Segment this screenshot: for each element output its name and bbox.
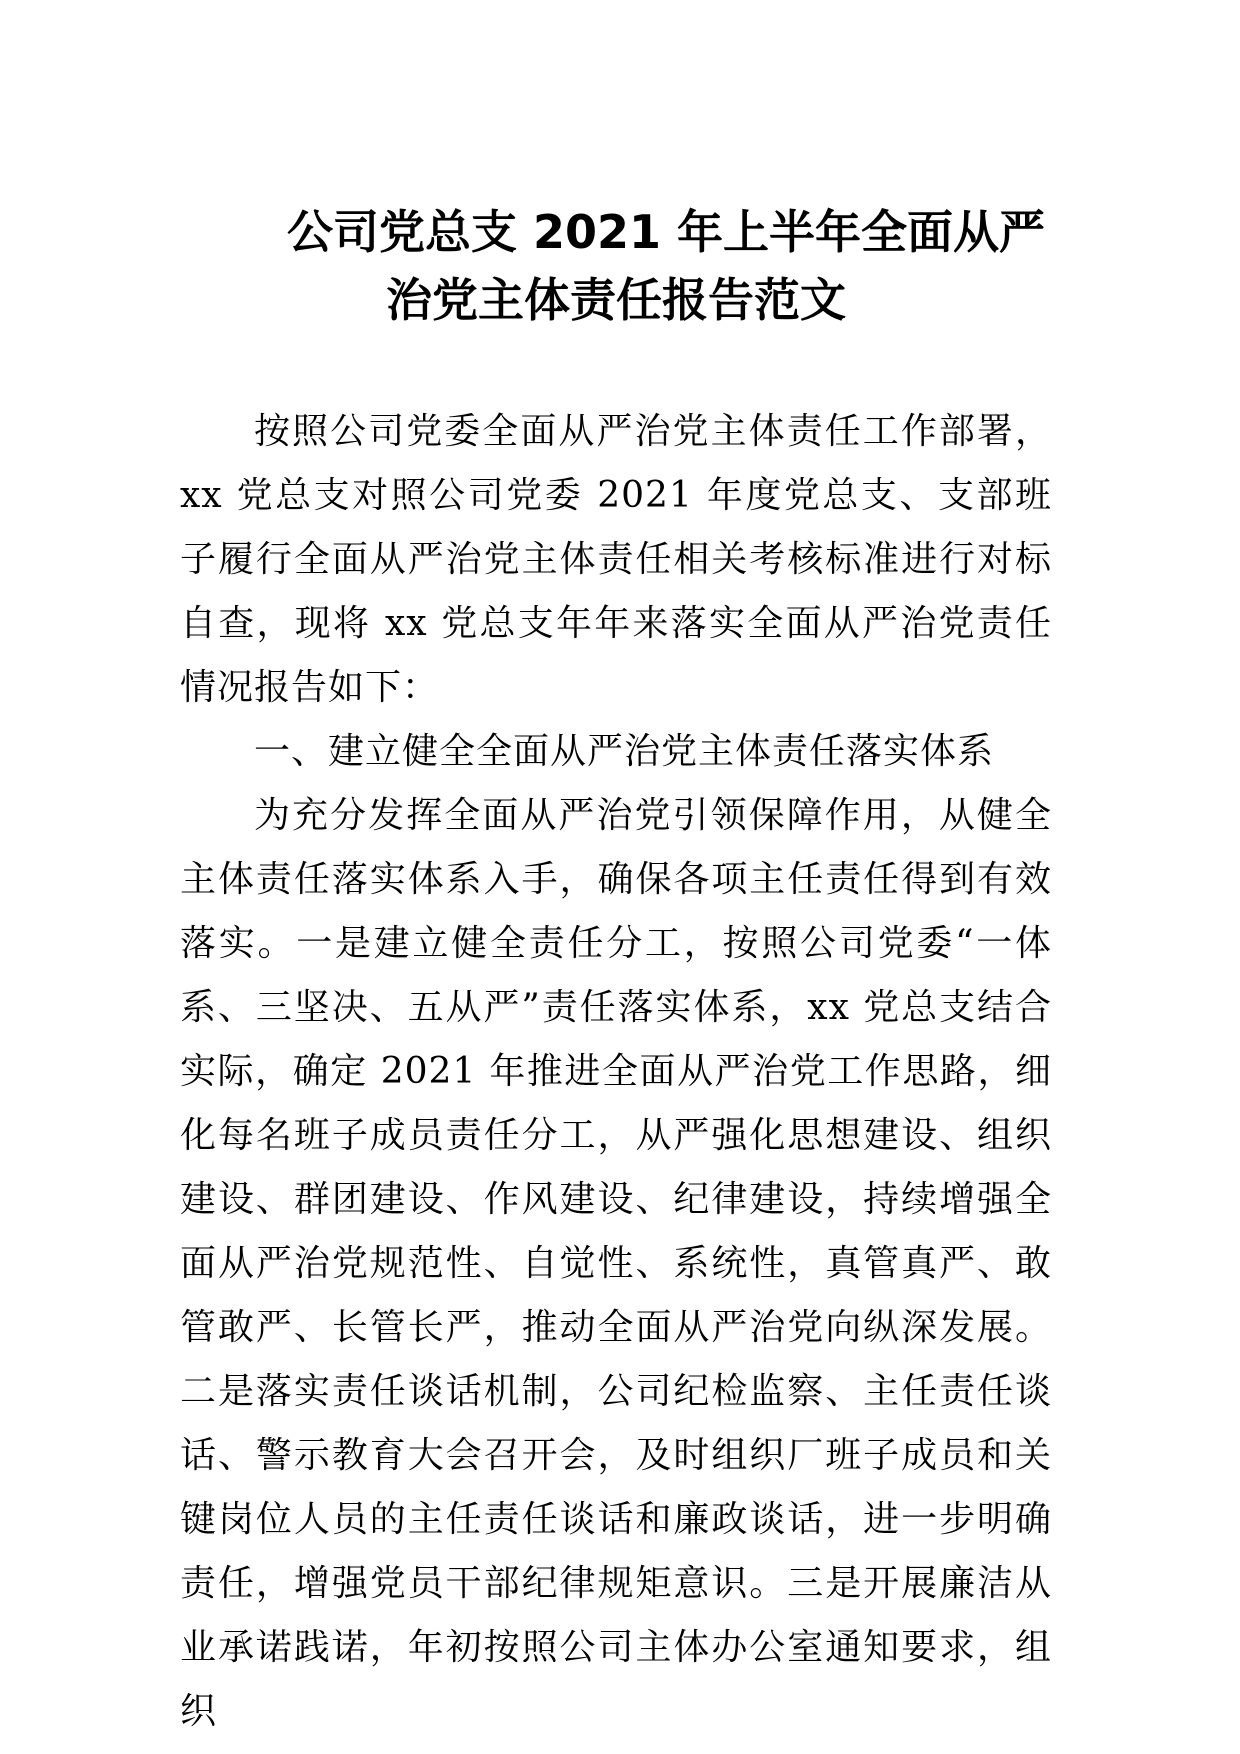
document-body [180, 400, 1052, 1744]
document-title [180, 198, 1052, 334]
document-title-line-1: 公司党总支 2021 年上半年全面从严 [286, 205, 1046, 259]
document-title-line-2: 治党主体责任报告范文 [386, 273, 846, 327]
section-heading: 一、建立健全全面从严治党主体责任落实体系 [254, 731, 995, 772]
section-body-paragraph: 为充分发挥全面从严治党引领保障作用，从健全主体责任落实体系入手，确保各项主任责任得到有效落实。一是建立健全责任分工，按照公司党委“一体系、三坚决、五从严”责任落实体系，xx 党总支结合实际，确定 2021 年推进全面从严治党工作思路，细化每名班子成员责任分工，从严强化思想建设、组织建设、群团建设、作风建设、纪律建设，持续增强全面从严治党规范性、自觉性、系统性，真管真严、敢管敢严、长管长严，推动全面从严治党向纵深发展。二是落实责任谈话机制，公司纪检监察、主任责任谈话、警示教育大会召开会，及时组织厂班子成员和关键岗位人员的主任责任谈话和廉政谈话，进一步明确责任，增强党员干部纪律规矩意识。三是开展廉洁从业承诺践诺，年初按照公司主体办公室通知要求，组织 [180, 795, 1052, 1732]
intro-paragraph: 按照公司党委全面从严治党主体责任工作部署，xx 党总支对照公司党委 2021 年度党总支、支部班子履行全面从严治党主体责任相关考核标准进行对标自查，现将 xx 党总支年年来落实全面从严治党责任情况报告如下： [180, 411, 1052, 708]
page-content [180, 198, 1052, 1744]
